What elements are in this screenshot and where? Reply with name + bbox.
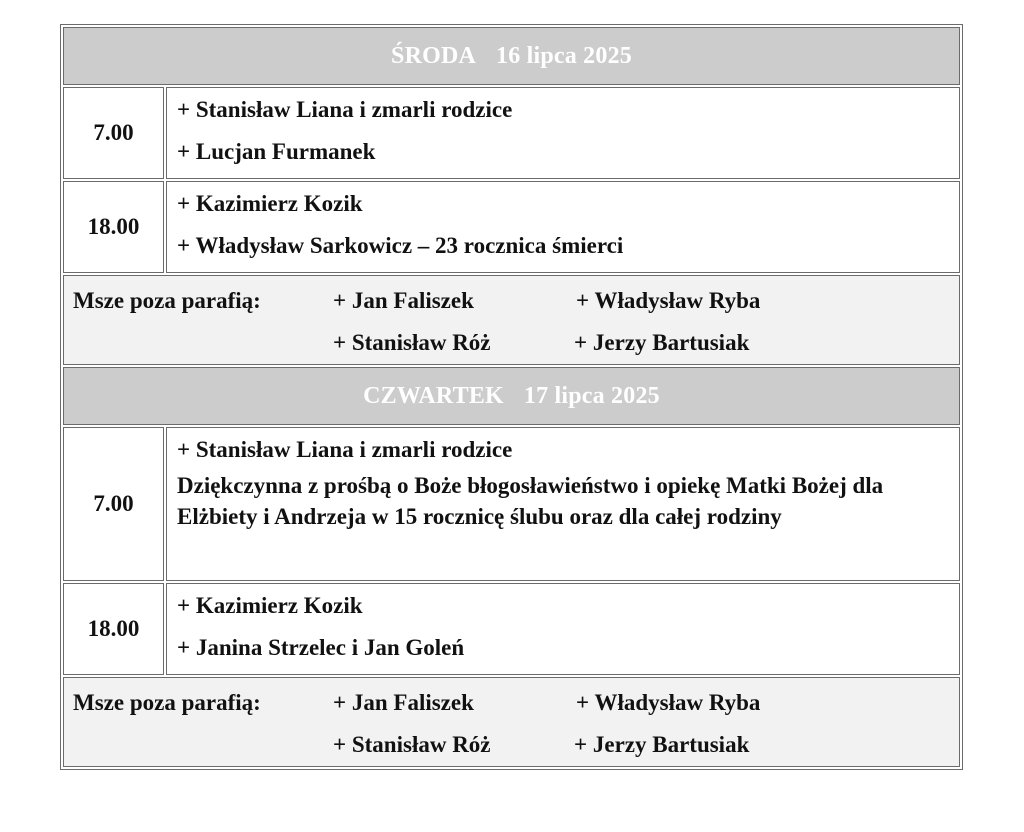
intention: + Lucjan Furmanek: [177, 139, 376, 164]
outside-name: + Jerzy Bartusiak: [574, 330, 750, 355]
mass-schedule-table: [60, 24, 963, 770]
intention: + Kazimierz Kozik: [177, 191, 363, 216]
intention: + Janina Strzelec i Jan Goleń: [177, 635, 465, 660]
outside-name: + Władysław Ryba: [576, 288, 761, 313]
mass-row: [63, 427, 960, 581]
intentions-cell: [166, 181, 960, 273]
outside-parish-masses: [63, 275, 960, 365]
intentions-cell: [166, 87, 960, 179]
day-header: [63, 27, 960, 85]
outside-parish-masses: [63, 677, 960, 767]
mass-time: 18.00: [63, 181, 164, 273]
mass-row: [63, 181, 960, 273]
intention: + Kazimierz Kozik: [177, 593, 363, 618]
outside-label: Msze poza parafią:: [73, 288, 261, 313]
intention: + Stanisław Liana i zmarli rodzice: [177, 97, 513, 122]
outside-name: + Stanisław Róż: [333, 732, 491, 757]
weekday: CZWARTEK: [363, 382, 504, 409]
outside-name: + Jan Faliszek: [333, 288, 474, 313]
day-header: [63, 367, 960, 425]
outside-label: Msze poza parafią:: [73, 690, 261, 715]
intention: Dziękczynna z prośbą o Boże błogosławieństwo i opiekę Matki Bożej dla Elżbiety i Andrzeja w 15 rocznicę ślubu oraz dla całej rodziny: [177, 473, 884, 529]
intentions-cell: [166, 583, 960, 675]
outside-name: + Jan Faliszek: [333, 690, 474, 715]
outside-name: + Władysław Ryba: [576, 690, 761, 715]
outside-name: + Stanisław Róż: [333, 330, 491, 355]
outside-name: + Jerzy Bartusiak: [574, 732, 750, 757]
mass-time: 7.00: [63, 427, 164, 581]
intention: + Stanisław Liana i zmarli rodzice: [177, 437, 513, 462]
intentions-cell: [166, 427, 960, 581]
mass-row: [63, 583, 960, 675]
mass-time: 7.00: [63, 87, 164, 179]
day-date: 17 lipca 2025: [523, 382, 660, 409]
mass-row: [63, 87, 960, 179]
intention: + Władysław Sarkowicz – 23 rocznica śmierci: [177, 233, 624, 258]
weekday: ŚRODA: [391, 42, 477, 69]
day-date: 16 lipca 2025: [496, 42, 632, 69]
mass-time: 18.00: [63, 583, 164, 675]
